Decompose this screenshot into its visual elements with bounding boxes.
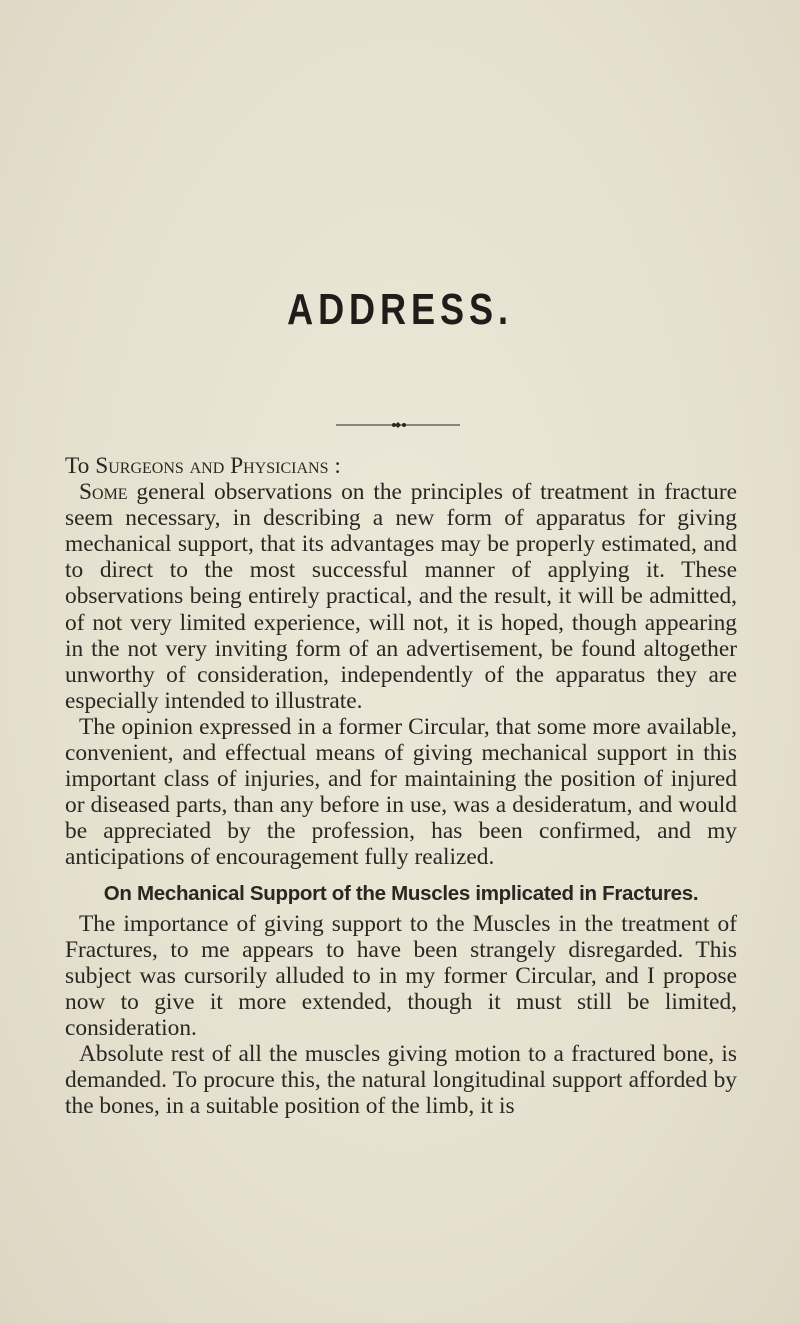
section-heading: On Mechanical Support of the Muscles implicated in Fractures. <box>103 881 699 905</box>
salutation: To Surgeons and Physicians : <box>65 453 341 479</box>
page-title: ADDRESS. <box>287 285 513 334</box>
paragraph: Absolute rest of all the muscles giving motion to a fractured bone, is demanded. To procure this, the natural longitudinal support afforded by the bones, in a suitable position of the limb, it is <box>65 1041 737 1120</box>
paragraph: The importance of giving support to the Muscles in the treatment of Fractures, to me appears to have been strangely disregarded. This subject was cursorily alluded to in my former Circular, and I propose now to give it more extended, though it must still be limited, consideration. <box>65 910 737 1041</box>
body-text <box>65 453 737 1119</box>
ornament-divider-icon <box>336 420 460 430</box>
paragraph: Some general observations on the principles of treatment in fracture seem necessary, in describing a new form of apparatus for giving mechanical support, that its advantages may be properly estimated, and to direct to the most successful manner of applying it. These observations being entirely practical, and the result, it will be admitted, of not very limited experience, will not, it is hoped, though appearing in the not very inviting form of an advertisement, be found altogether unworthy of consideration, independently of the apparatus they are especially intended to illustrate. <box>65 479 737 714</box>
paragraph: The opinion expressed in a former Circular, that some more available, convenient, and effectual means of giving mechanical support in this important class of injuries, and for maintaining the position of injured or diseased parts, than any before in use, was a desideratum, and would be appreciated by the profession, has been confirmed, and my anticipations of encouragement fully realized. <box>65 713 737 871</box>
